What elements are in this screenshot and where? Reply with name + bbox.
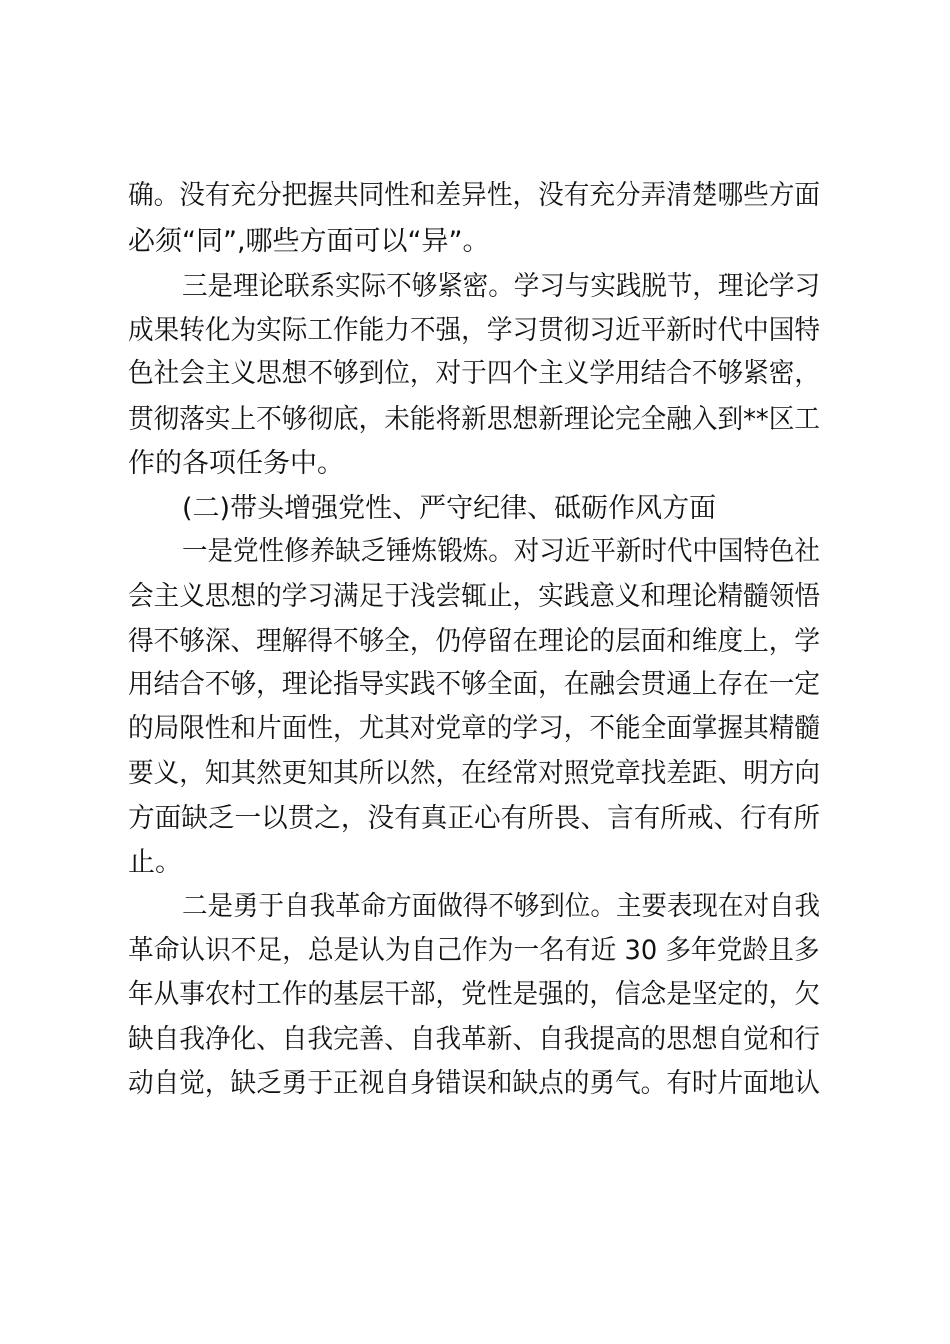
- line-9: 一是党性修养缺乏锤炼锻炼。对习近平新时代中国特色社: [182, 536, 820, 567]
- line-13: 的局限性和片面性，尤其对党章的学习，不能全面掌握其精髓: [128, 713, 820, 744]
- line-15: 方面缺乏一以贯之，没有真正心有所畏、言有所戒、行有所: [128, 803, 820, 834]
- section-heading: (二)带头增强党性、严守纪律、砥砺作风方面: [182, 493, 717, 524]
- line-19: 年从事农村工作的基层干部，党性是强的，信念是坚定的，欠: [128, 979, 820, 1010]
- line-20: 缺自我净化、自我完善、自我革新、自我提高的思想自觉和行: [128, 1024, 820, 1055]
- line-18: 革命认识不足，总是认为自己作为一名有近 30 多年党龄且多: [128, 935, 820, 966]
- line-14: 要义，知其然更知其所以然，在经常对照党章找差距、明方向: [128, 758, 820, 789]
- line-6: 贯彻落实上不够彻底，未能将新思想新理论完全融入到**区工: [128, 404, 820, 435]
- line-11: 得不够深、理解得不够全，仍停留在理论的层面和维度上，学: [128, 626, 820, 657]
- line-3: 三是理论联系实际不够紧密。学习与实践脱节，理论学习: [182, 271, 820, 302]
- line-1: 确。没有充分把握共同性和差异性，没有充分弄清楚哪些方面: [128, 180, 820, 211]
- line-5: 色社会主义思想不够到位，对于四个主义学用结合不够紧密，: [128, 358, 820, 389]
- line-12: 用结合不够，理论指导实践不够全面，在融会贯通上存在一定: [128, 669, 820, 700]
- line-10: 会主义思想的学习满足于浅尝辄止，实践意义和理论精髓领悟: [128, 581, 820, 612]
- line-4: 成果转化为实际工作能力不强，学习贯彻习近平新时代中国特: [128, 315, 820, 346]
- line-16: 止。: [128, 847, 182, 878]
- line-2: 必须“同”,哪些方面可以“异”。: [128, 226, 490, 257]
- line-17: 二是勇于自我革命方面做得不够到位。主要表现在对自我: [182, 891, 820, 922]
- line-7: 作的各项任务中。: [128, 448, 344, 479]
- line-21: 动自觉，缺乏勇于正视自身错误和缺点的勇气。有时片面地认: [128, 1068, 820, 1099]
